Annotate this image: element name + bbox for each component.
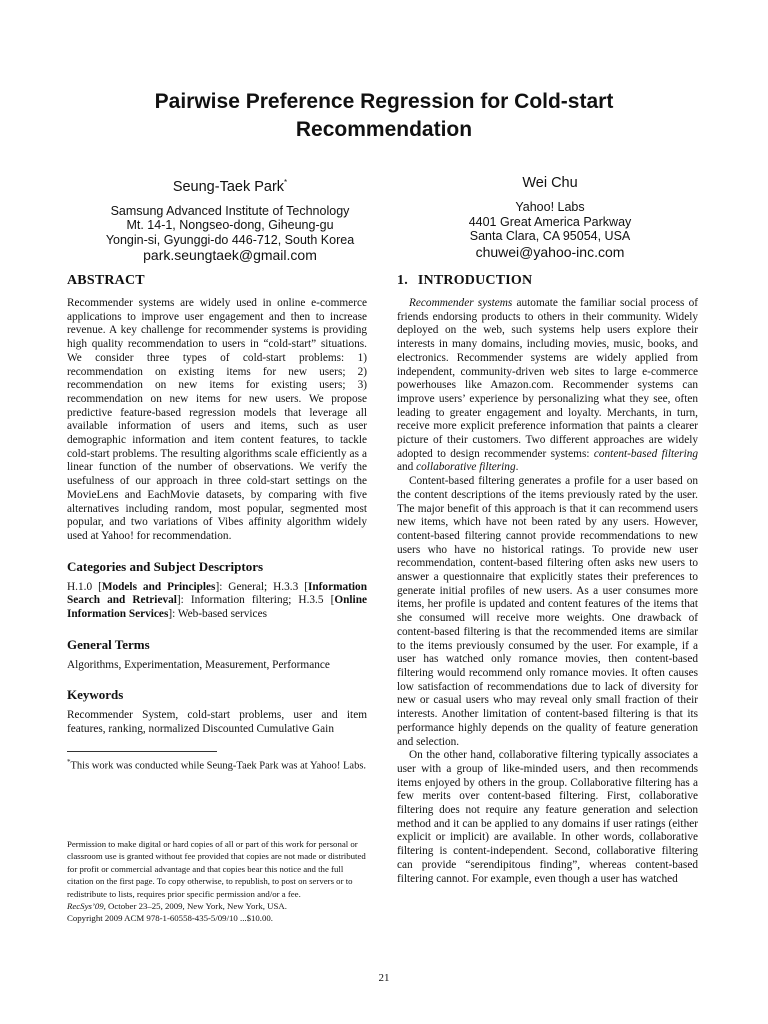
category-name: Online Information Services: [67, 594, 367, 621]
title-line-2: Recommendation: [295, 118, 473, 141]
copyright-line: Copyright 2009 ACM 978-1-60558-435-5/09/10 ...$10.00.: [67, 913, 273, 924]
paragraph-text: and: [397, 461, 417, 474]
author-email: chuwei@yahoo-inc.com: [475, 243, 625, 260]
author-block-chu: [400, 174, 700, 260]
author-affiliation-line: Yongin-si, Gyunggi-do 446-712, South Korea: [105, 232, 355, 247]
paragraph-text: .: [515, 461, 519, 474]
category-name: Models and Principles: [101, 580, 216, 593]
footnote-divider: [67, 751, 217, 752]
author-affiliation-line: Santa Clara, CA 95054, USA: [469, 229, 631, 243]
categories-text-part: ]: Information filtering; H.3.5 [: [176, 594, 335, 607]
introduction-heading: [397, 272, 698, 290]
author-name: [400, 174, 700, 192]
venue-details: October 23–25, 2009, New York, New York, USA.: [105, 901, 287, 912]
categories-text-part: H.1.0 [: [67, 580, 102, 593]
author-footnote-mark: *: [284, 178, 288, 187]
emphasis-text: collaborative filtering: [416, 461, 516, 474]
intro-paragraph-3: On the other hand, collaborative filtering typically associates a user with a group of like-minded users, and then recommends items enjoyed by others in the group. Collaborative filtering has a few merits over content-based filtering. First, collaborative filtering does not require any feature generation and selection method and it can be applied to any domains if user ratings (either explicit or implicit) are available. In other words, collaborative filtering is content-independent. Second, collaborative filtering can provide “serendipitous finding”, whereas content-based filtering cannot. For example, even though a user has watched: [397, 749, 698, 885]
categories-text-part: ]: General; H.3.3 [: [215, 580, 308, 593]
general-terms-section: [67, 636, 367, 673]
abstract-section: [67, 272, 367, 544]
author-name-text: Seung-Taek Park: [172, 178, 285, 195]
keywords-text: Recommender System, cold-start problems, user and item features, ranking, normalized Discounted Cumulative Gain: [67, 709, 367, 736]
intro-paragraph-2: Content-based filtering generates a profile for a user based on the content descriptions of the items previously rated by the user. The major benefit of this approach is that it can recommend users new items, which have not been rated by any users. However, content-based filtering cannot provide recommendations to new users who have no historical ratings. To provide new user recommendation, content-based filtering often asks new users to answer a questionnaire that explicitly states their preferences to generate initial profiles of new users. As a user consumes more items, her profile is updated and content features of the items that she consumed will receive more weights. One drawback of content-based filtering is that the recommended items are similar to the items previously consumed by the user. For example, if a user has watched only romance movies, then content-based filtering would recommend only romance movies. It often causes low satisfaction of recommendations due to lack of diversity for new or casual users who may reveal only small fraction of their interests. Another limitation of content-based filtering is that its performance highly depends on the quality of feature generation and selection.: [397, 475, 698, 748]
author-affiliation-line: Yahoo! Labs: [515, 200, 585, 214]
categories-heading: Categories and Subject Descriptors: [67, 558, 264, 574]
author-affiliation-line: 4401 Great America Parkway: [468, 214, 632, 229]
author-affiliation-line: Mt. 14-1, Nongseo-dong, Giheung-gu: [126, 218, 334, 233]
left-column: [67, 272, 367, 772]
author-name-text: Wei Chu: [522, 175, 578, 191]
paragraph-text: automate the familiar social process of friends endorsing products to others in their community. Widely deployed on the web, such systems help users explore their interests in many domains, including movies, music, books, and electronics. Recommender systems are widely applied from independent, community-driven web sites to large e-commerce powerhouses like Amazon.com. Recommender systems can improve users’ experience by personalizing what they see, often leading to greater engagement and loyalty. Merchants, in turn, receive more explicit preference information that paints a clearer picture of their customers. Two different approaches are widely adopted to design recommender systems:: [397, 297, 698, 460]
author-affiliation-line: Samsung Advanced Institute of Technology: [110, 203, 350, 218]
venue-name: RecSys’09,: [67, 901, 106, 912]
footnote: [67, 756, 367, 773]
right-column: [397, 272, 698, 886]
emphasis-text: content-based filtering: [593, 447, 699, 460]
section-number: 1.: [397, 273, 408, 288]
general-terms-heading: General Terms: [67, 636, 150, 652]
categories-text-part: ]: Web-based services: [168, 608, 267, 621]
categories-text: [67, 581, 367, 622]
emphasis-text: Recommender systems: [409, 297, 513, 309]
section-title: INTRODUCTION: [417, 273, 533, 288]
author-block-park: [80, 174, 380, 263]
keywords-section: [67, 686, 367, 736]
paper-title: [60, 88, 708, 144]
title-line-1: Pairwise Preference Regression for Cold-start: [154, 90, 614, 113]
categories-section: [67, 558, 367, 622]
author-email: park.seungtaek@gmail.com: [143, 247, 317, 264]
intro-paragraph-1: [397, 297, 698, 475]
footnote-text: This work was conducted while Seung-Taek Park was at Yahoo! Labs.: [70, 760, 367, 772]
permission-text: Permission to make digital or hard copies of all or part of this work for personal or classroom use is granted without fee provided that copies are not made or distributed for profit or commercial advantage and that copies bear this notice and the full citation on the first page. To copy otherwise, to republish, to post on servers or to redistribute to lists, requires prior specific permission and/or a fee.: [67, 839, 366, 899]
abstract-text: Recommender systems are widely used in online e-commerce applications to improve user engagement and then to increase revenue. A key challenge for recommender systems is providing high quality recommendation to users in “cold-start” situations. We consider three types of cold-start problems: 1) recommendation on existing items for new users; 2) recommendation on new items for existing users; 3) recommendation on new items for new users. We propose predictive feature-based regression models that leverage all available information of users and items, such as user demographic information and item content features, to tackle cold-start problems. The resulting algorithms scale efficiently as a linear function of the number of observations. We verify the usefulness of our approach in three cold-start settings on the MovieLens and EachMovie datasets, by comparing with five alternatives including random, most popular, segmented most popular, and two variations of Vibes affinity algorithm widely used at Yahoo! for recommendation.: [67, 297, 367, 542]
permission-notice: [67, 838, 367, 925]
keywords-heading: Keywords: [67, 687, 124, 703]
venue-line: [67, 900, 367, 912]
footnote-mark: *: [67, 757, 71, 766]
author-name: [80, 174, 380, 196]
category-name: Information Search and Retrieval: [67, 580, 367, 607]
page-number: 21: [378, 972, 390, 984]
abstract-heading: ABSTRACT: [67, 273, 145, 288]
general-terms-text: Algorithms, Experimentation, Measurement, Performance: [67, 658, 330, 671]
